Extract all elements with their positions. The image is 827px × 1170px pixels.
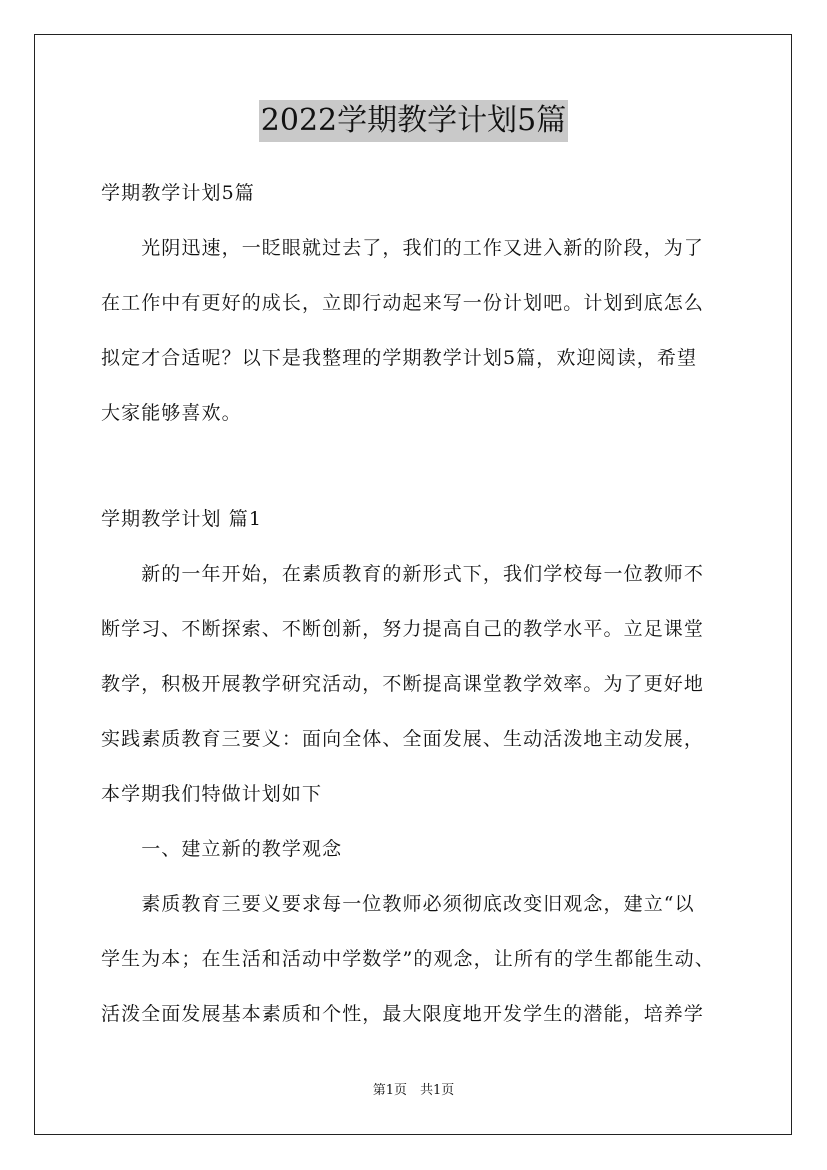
intro-line-3: 拟定才合适呢？以下是我整理的学期教学计划5篇，欢迎阅读，希望 <box>101 347 698 369</box>
page-footer <box>0 1081 827 1101</box>
title-area <box>0 100 827 142</box>
document-title: 2022学期教学计划5篇 <box>259 100 568 142</box>
section-line-1: 新的一年开始，在素质教育的新形式下，我们学校每一位教师不 <box>101 563 705 585</box>
intro-line-1: 光阴迅速，一眨眼就过去了，我们的工作又进入新的阶段，为了 <box>101 237 705 259</box>
subheading: 一、建立新的教学观念 <box>101 838 343 860</box>
subsection-line-3: 活泼全面发展基本素质和个性，最大限度地开发学生的潜能，培养学 <box>101 1003 705 1025</box>
section-line-5: 本学期我们特做计划如下 <box>101 783 323 805</box>
section-line-2: 断学习、不断探索、不断创新，努力提高自己的教学水平。立足课堂 <box>101 618 705 640</box>
intro-line-2: 在工作中有更好的成长，立即行动起来写一份计划吧。计划到底怎么 <box>101 292 705 314</box>
page-number: 第1页 共1页 <box>372 1083 455 1098</box>
subsection-line-1: 素质教育三要义要求每一位教师必须彻底改变旧观念，建立“以 <box>101 893 695 915</box>
document-body-top <box>101 166 741 441</box>
section-line-3: 教学，积极开展教学研究活动，不断提高课堂教学效率。为了更好地 <box>101 673 705 695</box>
subtitle: 学期教学计划5篇 <box>101 182 255 204</box>
section-line-4: 实践素质教育三要义：面向全体、全面发展、生动活泼地主动发展， <box>101 728 705 750</box>
document-body-section <box>101 492 741 1042</box>
section-heading: 学期教学计划 篇1 <box>101 508 263 530</box>
subsection-line-2: 学生为本；在生活和活动中学数学”的观念，让所有的学生都能生动、 <box>101 948 715 970</box>
intro-line-4: 大家能够喜欢。 <box>101 402 242 424</box>
